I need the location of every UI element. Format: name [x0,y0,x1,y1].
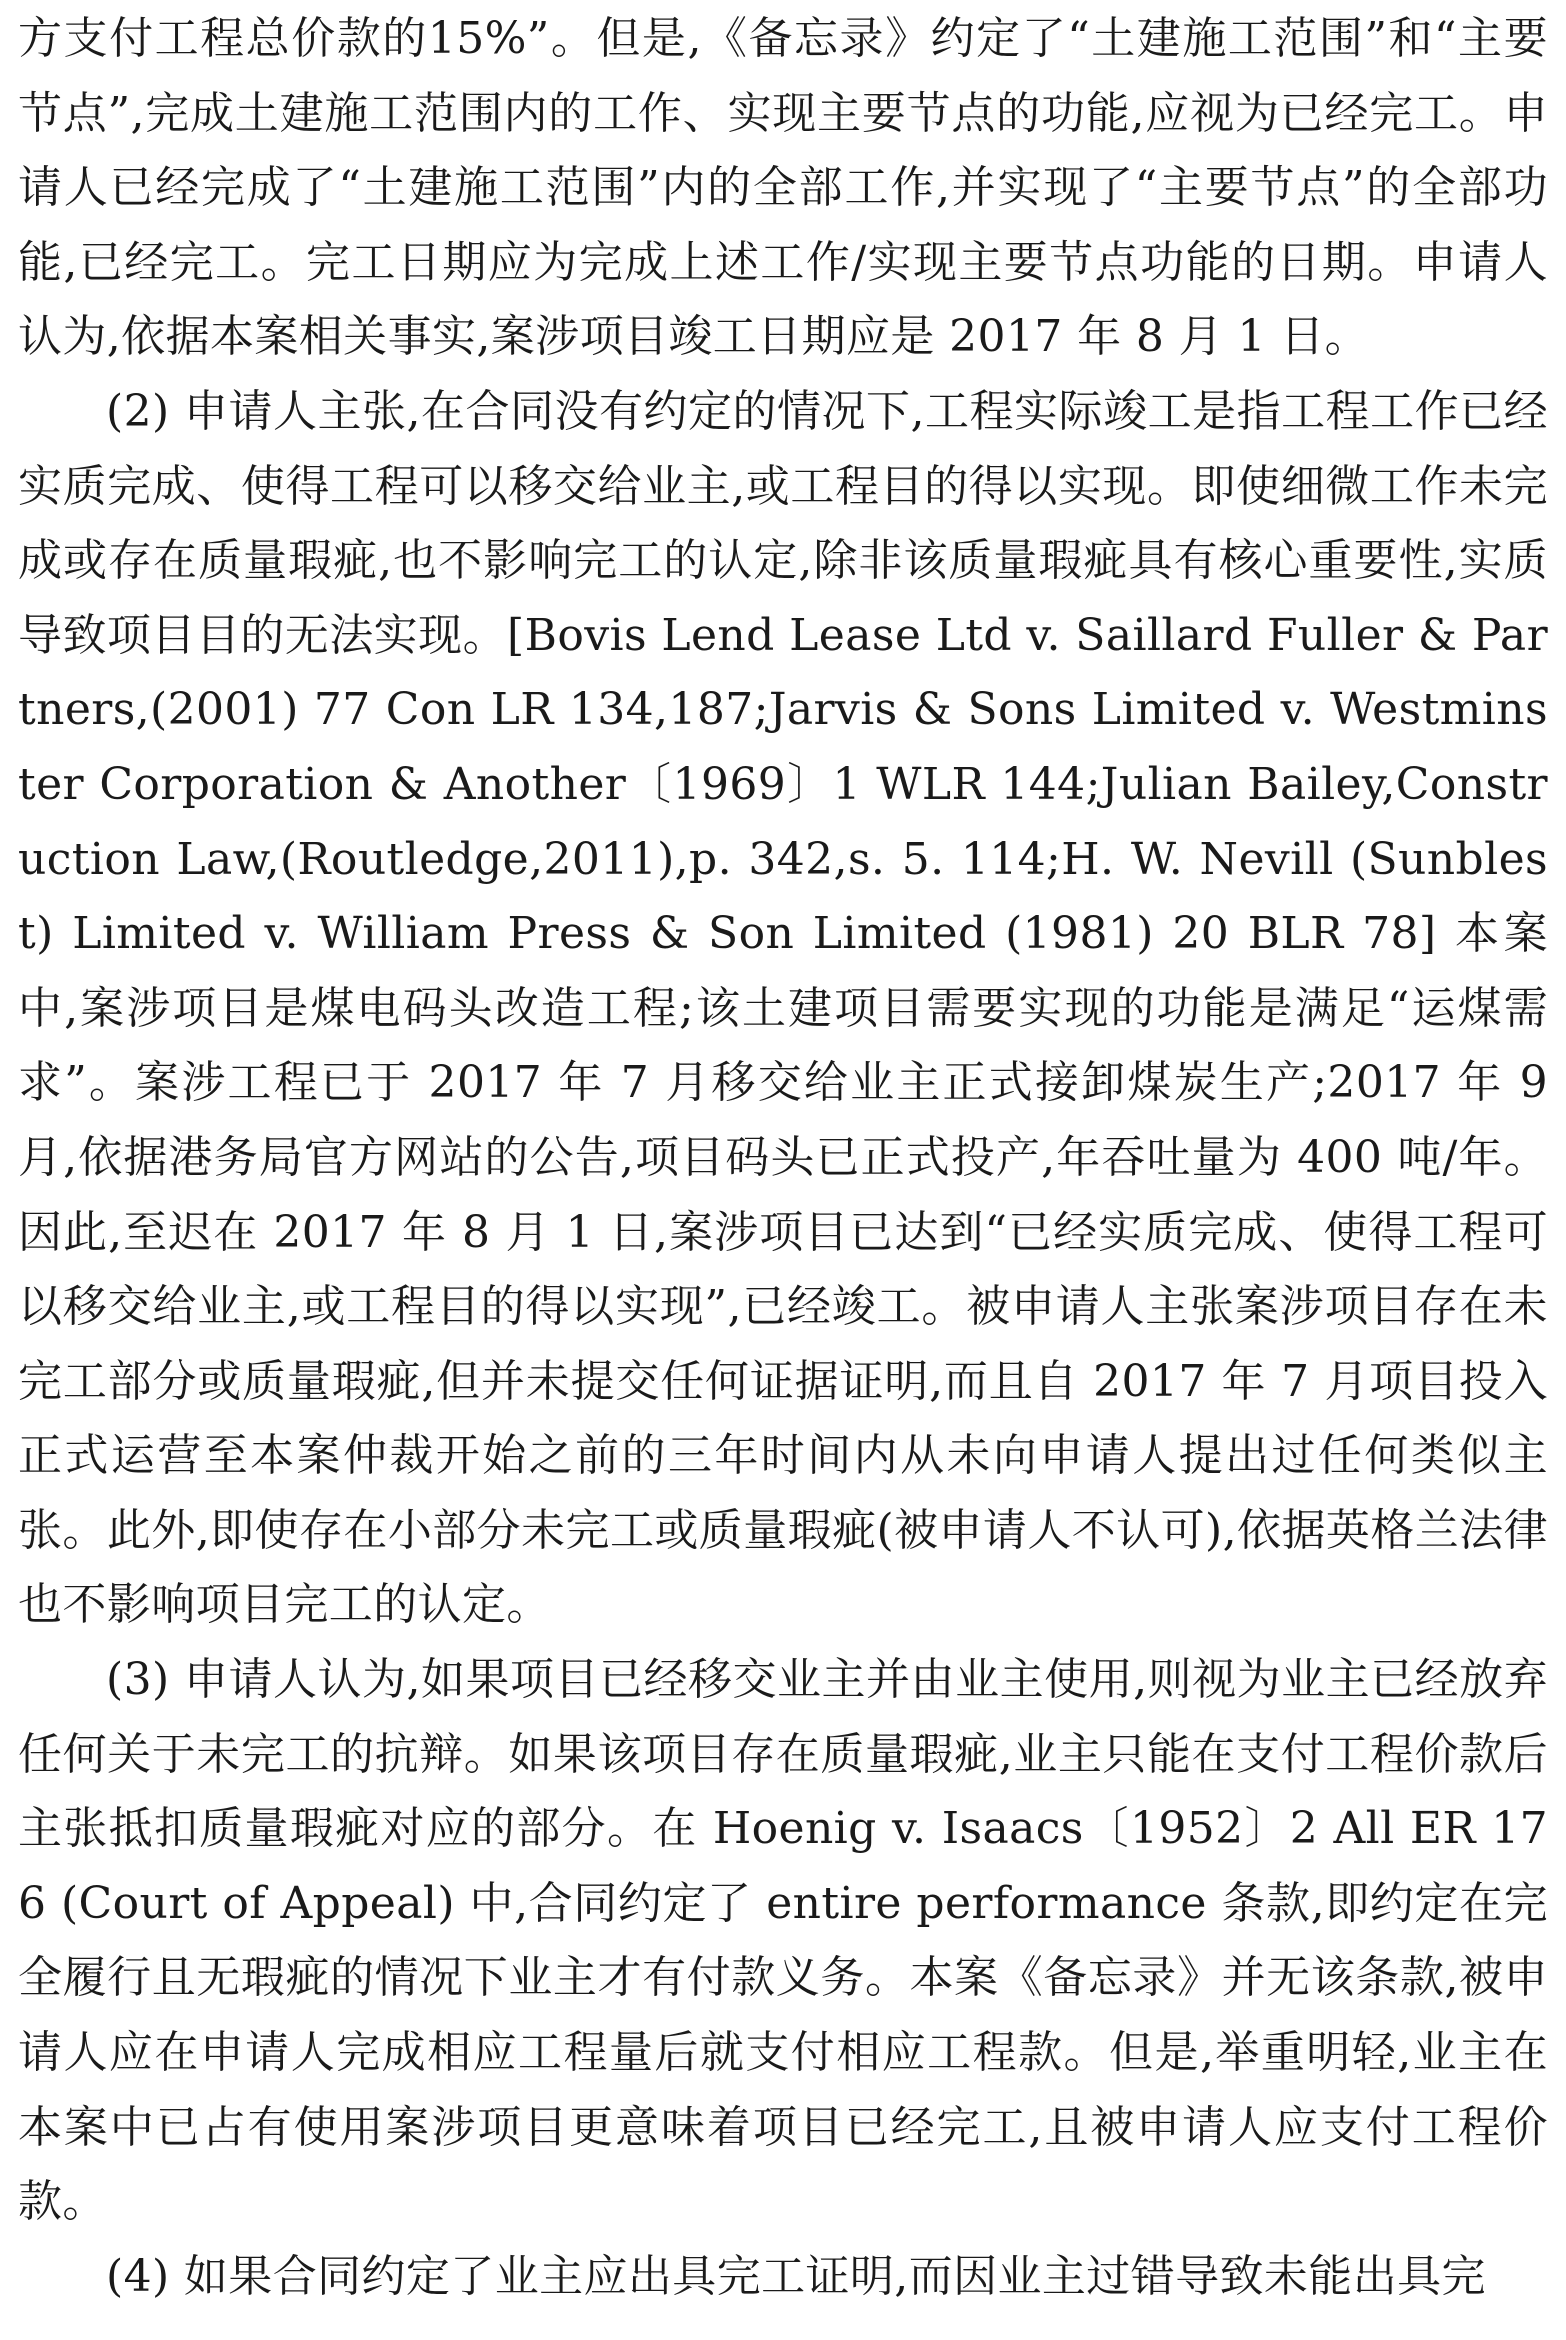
paragraph-4: (4) 如果合同约定了业主应出具完工证明,而因业主过错导致未能出具完 [106,2250,1486,2302]
paragraph-2: (2) 申请人主张,在合同没有约定的情况下,工程实际竣工是指工程工作已经实质完成、使得工程可以移交给业主,或工程目的得以实现。即使细微工作未完成或存在质量瑕疵,也不影响完工的认定,除非该质量瑕疵具有核心重要性,实质导致项目目的无法实现。[Bovis Lend Lease Ltd v. Saillard Fuller & Partners,(2001) 77 Con LR 134,187;Jarvis & Sons Limited v. Westminster Corporation & Another〔1969〕1 WLR 144;Julian Bailey,Construction Law,(Routledge,2011),p. 342,s. 5. 114;H. W. Nevill (Sunblest) Limited v. William Press & Son Limited (1981) 20 BLR 78] 本案中,案涉项目是煤电码头改造工程;该土建项目需要实现的功能是满足“运煤需求”。案涉工程已于 2017 年 7 月移交给业主正式接卸煤炭生产;2017 年 9 月,依据港务局官方网站的公告,项目码头已正式投产,年吞吐量为 400 吨/年。因此,至迟在 2017 年 8 月 1 日,案涉项目已达到“已经实质完成、使得工程可以移交给业主,或工程目的得以实现”,已经竣工。被申请人主张案涉项目存在未完工部分或质量瑕疵,但并未提交任何证据证明,而且自 2017 年 7 月项目投入正式运营至本案仲裁开始之前的三年时间内从未向申请人提出过任何类似主张。此外,即使存在小部分未完工或质量瑕疵(被申请人不认可),依据英格兰法律也不影响项目完工的认定。 [18,385,1548,1631]
paragraph-1: 方支付工程总价款的15%”。但是,《备忘录》约定了“土建施工范围”和“主要节点”,完成土建施工范围内的工作、实现主要节点的功能,应视为已经完工。申请人已经完成了“土建施工范围”内的全部工作,并实现了“主要节点”的全部功能,已经完工。完工日期应为完成上述工作/实现主要节点功能的日期。申请人认为,依据本案相关事实,案涉项目竣工日期应是 2017 年 8 月 1 日。 [18,13,1548,363]
document-page [18,2,1548,2314]
paragraph-3: (3) 申请人认为,如果项目已经移交业主并由业主使用,则视为业主已经放弃任何关于未完工的抗辩。如果该项目存在质量瑕疵,业主只能在支付工程价款后主张抵扣质量瑕疵对应的部分。在 Hoenig v. Isaacs〔1952〕2 All ER 176 (Court of Appeal) 中,合同约定了 entire performance 条款,即约定在完全履行且无瑕疵的情况下业主才有付款义务。本案《备忘录》并无该条款,被申请人应在申请人完成相应工程量后就支付相应工程款。但是,举重明轻,业主在本案中已占有使用案涉项目更意味着项目已经完工,且被申请人应支付工程价款。 [18,1654,1548,2228]
